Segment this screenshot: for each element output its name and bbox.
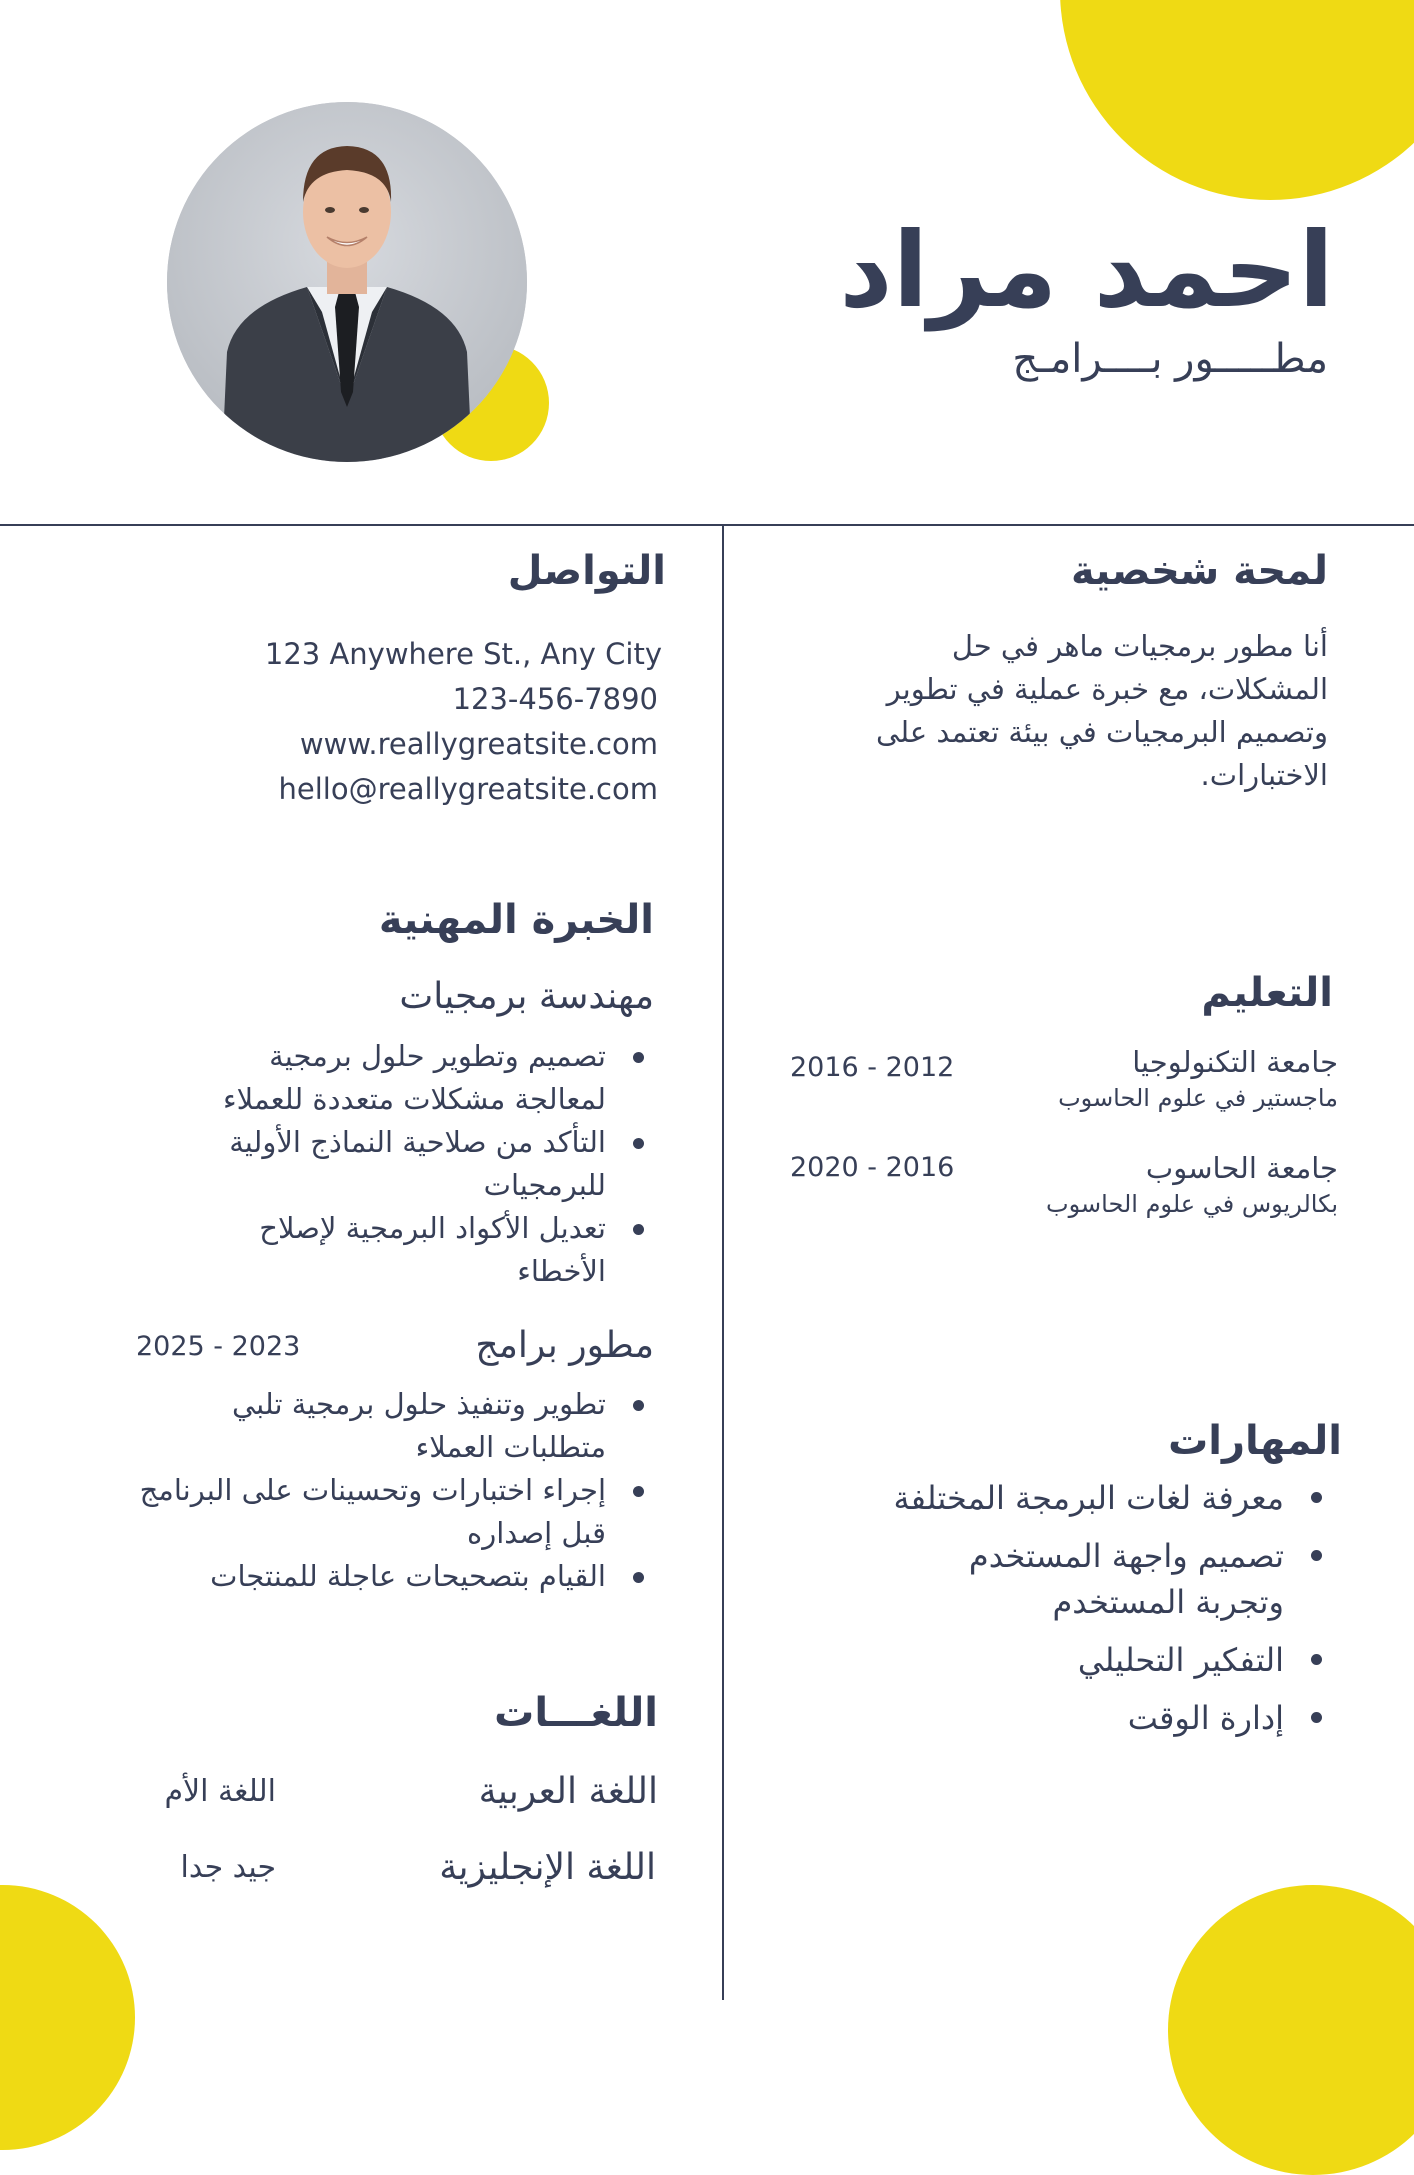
contact-block xyxy=(265,632,662,812)
education-school: جامعة التكنولوجيا xyxy=(1132,1045,1338,1079)
education-degree: ماجستير في علوم الحاسوب xyxy=(1058,1084,1338,1112)
language-level: جيد جدا xyxy=(180,1850,276,1885)
list-item: تصميم واجهة المستخدم وتجربة المستخدم xyxy=(768,1533,1328,1625)
contact-phone: 123-456-7890 xyxy=(452,682,658,716)
language-level: اللغة الأم xyxy=(164,1774,276,1809)
list-item: إدارة الوقت xyxy=(768,1695,1328,1741)
contact-address: 123 Anywhere St., Any City xyxy=(264,637,662,671)
education-degree: بكالريوس في علوم الحاسوب xyxy=(1046,1190,1338,1218)
contact-email[interactable]: hello@reallygreatsite.com xyxy=(278,772,658,806)
profile-text xyxy=(768,625,1328,797)
skills-list xyxy=(768,1475,1328,1741)
decor-circle-bottom-right xyxy=(1168,1885,1414,2175)
profile-line: وتصميم البرمجيات في بيئة تعتمد على xyxy=(876,715,1328,749)
decor-circle-top-right xyxy=(1060,0,1414,200)
education-years: 2020 - 2016 xyxy=(790,1152,955,1183)
list-item: تعديل الأكواد البرمجية لإصلاح الأخطاء xyxy=(90,1207,650,1293)
profile-line: المشكلات، مع خبرة عملية في تطوير xyxy=(886,672,1328,706)
job-bullets xyxy=(90,1035,650,1293)
decor-circle-bottom-left xyxy=(0,1885,135,2150)
person-portrait-icon xyxy=(167,102,527,462)
horizontal-divider xyxy=(0,524,1414,526)
job-title: مطـــــور بــــرامـج xyxy=(1012,336,1328,382)
list-item: معرفة لغات البرمجة المختلفة xyxy=(768,1475,1328,1521)
job-years: 2025 - 2023 xyxy=(136,1331,301,1362)
languages-heading: اللغـــات xyxy=(494,1690,658,1736)
language-name: اللغة الإنجليزية xyxy=(439,1847,656,1888)
job-role: مطور برامج xyxy=(475,1325,654,1366)
list-item: القيام بتصحيحات عاجلة للمنتجات xyxy=(50,1555,650,1598)
list-item: التأكد من صلاحية النماذج الأولية للبرمجيات xyxy=(90,1121,650,1207)
profile-heading: لمحة شخصية xyxy=(1070,548,1328,594)
full-name: احمد مراد xyxy=(839,209,1334,331)
profile-line: الاختبارات. xyxy=(1200,758,1328,792)
contact-heading: التواصل xyxy=(507,548,666,594)
vertical-divider xyxy=(722,524,724,2000)
list-item: تصميم وتطوير حلول برمجية لمعالجة مشكلات متعددة للعملاء xyxy=(90,1035,650,1121)
contact-website[interactable]: www.reallygreatsite.com xyxy=(299,727,658,761)
list-item: التفكير التحليلي xyxy=(768,1637,1328,1683)
job-role: مهندسة برمجيات xyxy=(399,976,654,1017)
profile-photo xyxy=(167,102,527,462)
list-item: إجراء اختبارات وتحسينات على البرنامج قبل إصداره xyxy=(50,1469,650,1555)
education-heading: التعليم xyxy=(1201,970,1333,1016)
profile-line: أنا مطور برمجيات ماهر في حل xyxy=(951,629,1328,663)
skills-heading: المهارات xyxy=(1168,1418,1342,1464)
language-name: اللغة العربية xyxy=(478,1771,658,1812)
job-bullets xyxy=(50,1383,650,1598)
experience-heading: الخبرة المهنية xyxy=(378,897,654,943)
education-years: 2016 - 2012 xyxy=(790,1052,955,1083)
list-item: تطوير وتنفيذ حلول برمجية تلبي متطلبات العملاء xyxy=(50,1383,650,1469)
education-school: جامعة الحاسوب xyxy=(1145,1151,1338,1185)
